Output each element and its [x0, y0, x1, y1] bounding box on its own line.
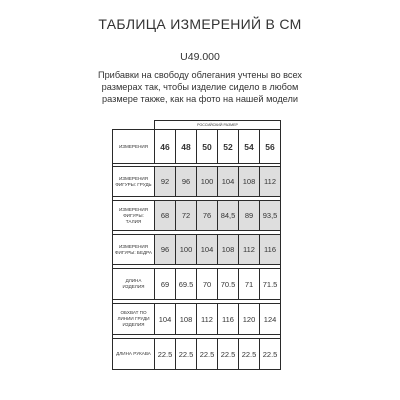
- table-cell: 22.5: [197, 339, 218, 370]
- fit-description: [0, 69, 400, 106]
- table-cell: 112: [260, 167, 281, 197]
- table-cell: 100: [197, 167, 218, 197]
- row-label-chest-garment: ОБХВАТ ПО ЛИНИИ ГРУДИ ИЗДЕЛИЯ: [113, 304, 155, 335]
- table-cell: 22.5: [155, 339, 176, 370]
- table-cell: 108: [239, 167, 260, 197]
- table-row: [113, 201, 281, 231]
- description-line: Прибавки на свободу облегания учтены во всех: [97, 70, 303, 80]
- table-cell: 22.5: [176, 339, 197, 370]
- table-cell: 72: [176, 201, 197, 231]
- row-label-waist: ИЗМЕРЕНИЯ ФИГУРЫ: ТАЛИЯ: [113, 201, 155, 231]
- table-cell: 70: [197, 269, 218, 300]
- table-cell: 70.5: [218, 269, 239, 300]
- size-50: 50: [197, 130, 218, 164]
- table-cell: 69.5: [176, 269, 197, 300]
- table-cell: 116: [260, 235, 281, 265]
- description-line: размерах так, чтобы изделие сидело в любом: [101, 82, 299, 93]
- table-cell: 22.5: [239, 339, 260, 370]
- size-label: ИЗМЕРЕНИЯ: [113, 130, 155, 164]
- size-table: [112, 120, 281, 370]
- table-cell: 104: [155, 304, 176, 335]
- corner-cell: [113, 121, 155, 130]
- table-cell: 71: [239, 269, 260, 300]
- row-label-hips: ИЗМЕРЕНИЯ ФИГУРЫ: БЕДРА: [113, 235, 155, 265]
- table-cell: 69: [155, 269, 176, 300]
- table-cell: 22.5: [218, 339, 239, 370]
- table-row: [113, 269, 281, 300]
- row-label-chest: ИЗМЕРЕНИЯ ФИГУРЫ: ГРУДЬ: [113, 167, 155, 197]
- table-row: [113, 339, 281, 370]
- row-label-length: ДЛИНА ИЗДЕЛИЯ: [113, 269, 155, 300]
- table-cell: 93,5: [260, 201, 281, 231]
- size-54: 54: [239, 130, 260, 164]
- size-56: 56: [260, 130, 281, 164]
- table-cell: 96: [155, 235, 176, 265]
- row-label-sleeve: ДЛИНА РУКАВА: [113, 339, 155, 370]
- page-title: ТАБЛИЦА ИЗМЕРЕНИЙ В СМ: [98, 16, 302, 32]
- table-cell: 96: [176, 167, 197, 197]
- description-line: размере также, как на фото на нашей модели: [102, 94, 298, 105]
- size-46: 46: [155, 130, 176, 164]
- table-cell: 120: [239, 304, 260, 335]
- table-cell: 112: [197, 304, 218, 335]
- size-48: 48: [176, 130, 197, 164]
- table-row: [113, 167, 281, 197]
- size-group-header: РОССИЙСКИЙ РАЗМЕР: [155, 121, 281, 130]
- product-code: U49.000: [180, 51, 220, 63]
- table-cell: 104: [197, 235, 218, 265]
- table-cell: 108: [218, 235, 239, 265]
- table-cell: 84,5: [218, 201, 239, 231]
- table-cell: 68: [155, 201, 176, 231]
- table-cell: 22.5: [260, 339, 281, 370]
- table-cell: 116: [218, 304, 239, 335]
- table-row: [113, 235, 281, 265]
- table-cell: 124: [260, 304, 281, 335]
- size-52: 52: [218, 130, 239, 164]
- table-cell: 100: [176, 235, 197, 265]
- table-cell: 76: [197, 201, 218, 231]
- table-cell: 89: [239, 201, 260, 231]
- table-cell: 104: [218, 167, 239, 197]
- table-cell: 112: [239, 235, 260, 265]
- table-cell: 108: [176, 304, 197, 335]
- table-row: [113, 304, 281, 335]
- table-cell: 92: [155, 167, 176, 197]
- table-cell: 71.5: [260, 269, 281, 300]
